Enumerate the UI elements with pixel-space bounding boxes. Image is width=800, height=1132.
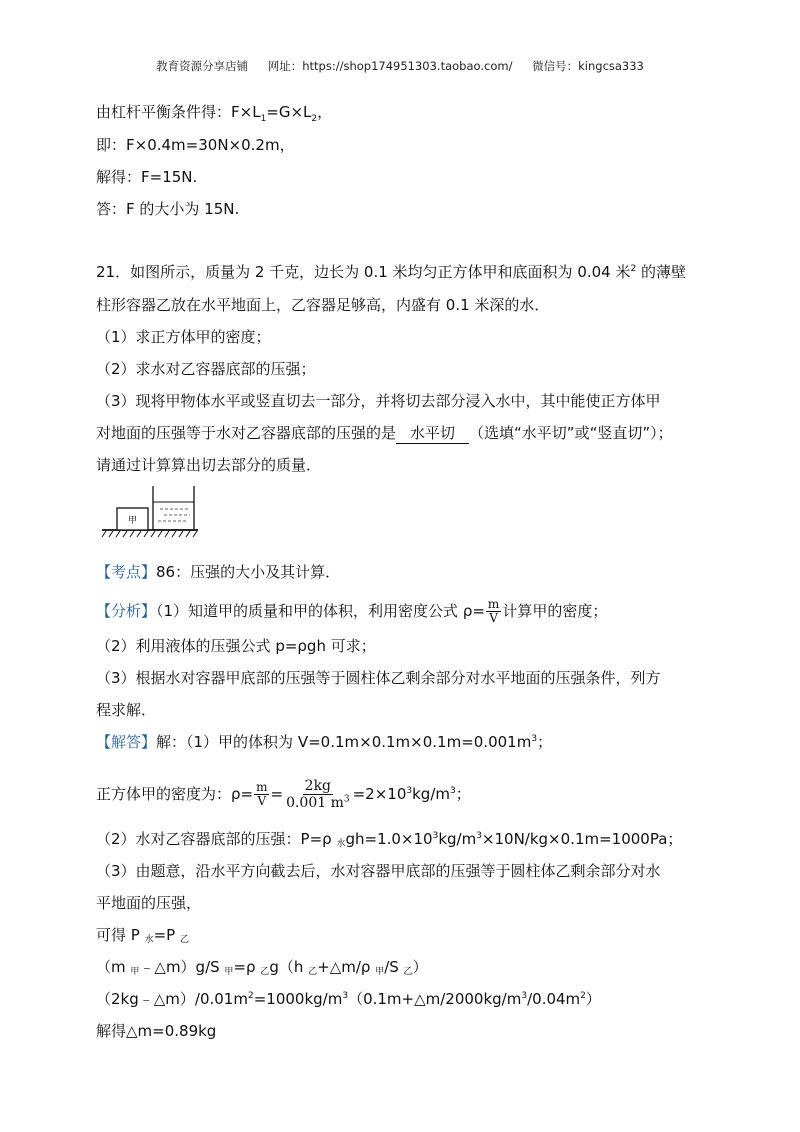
q21-line-6: 对地面的压强等于水对乙容器底部的压强的是 水平切 （选填“水平切”或“竖直切”）；: [96, 424, 673, 442]
fenxi-line-3: （3）根据水对容器甲底部的压强等于圆柱体乙剩余部分对水平地面的压强条件，列方: [96, 669, 661, 687]
jieda-line-6: 可得 P 水=P 乙: [96, 926, 190, 945]
fenxi-line-1: 【分析】（1）知道甲的质量和甲的体积，利用密度公式 ρ= $\frac{m}{V}$ 计算甲的密度；: [96, 597, 608, 625]
cube-and-container-figure: [100, 482, 200, 538]
q21-line-2: 柱形容器乙放在水平地面上，乙容器足够高，内盛有 0.1 米深的水．: [96, 296, 550, 314]
density-fraction-values: $\frac{2kg}{0.001 m^3}$: [286, 778, 350, 811]
kaodian-tag: 【考点】: [96, 563, 157, 581]
q21-line-5: （3）现将甲物体水平或竖直切去一部分，并将切去部分浸入水中，其中能使正方体甲: [96, 392, 661, 410]
header-url: 网址：https://shop174951303.taobao.com/: [267, 59, 513, 73]
fenxi-tag: 【分析】: [96, 602, 157, 620]
jieda-tag: 【解答】: [96, 733, 157, 751]
page-header: [0, 58, 800, 74]
q21-line-3: （1）求正方体甲的密度；: [96, 328, 271, 346]
prev-line-3: 解得：F=15N.: [96, 168, 198, 186]
q21-line-1: 21．如图所示，质量为 2 千克，边长为 0.1 米均匀正方体甲和底面积为 0.04 米$^2$ 的薄壁: [96, 263, 687, 281]
jieda-line-8: $(2kg﹣\triangle m)/0.01m^2=1000kg/m^3(0.1m+\triangle m/2000kg/m^3/0.04m^2)$: [96, 990, 601, 1008]
water-lines: [158, 509, 190, 521]
kaodian-line: 【考点】86：压强的大小及其计算．: [96, 563, 341, 581]
cube-label: 甲: [127, 516, 138, 526]
density-fraction: $\frac{m}{V}$: [487, 597, 500, 625]
prev-line-1: 由杠杆平衡条件得：$F\times L_1=G\times L_2$，: [96, 103, 333, 124]
jieda-line-3: （2）水对乙容器底部的压强：P=ρ 水$gh=1.0\times 10^3kg/m^3\times 10N/kg\times 0.1m=1000Pa$；: [96, 830, 683, 849]
answer-blank: 水平切: [396, 423, 469, 444]
prev-line-4: 答：F 的大小为 15N.: [96, 200, 240, 218]
jieda-line-9: 解得△m=0.89kg: [96, 1022, 217, 1040]
container-shape: [153, 486, 194, 530]
prev-line-2: 即：F×0.4m=30N×0.2m，: [96, 136, 295, 154]
header-wechat: 微信号：kingcsa333: [532, 59, 644, 73]
q21-line-4: （2）求水对乙容器底部的压强；: [96, 360, 316, 378]
density-fraction-mv: $\frac{m}{V}$: [256, 780, 268, 808]
fenxi-line-4: 程求解．: [96, 701, 157, 719]
jieda-line-1: 【解答】解：（1）甲的体积为 $V=0.1m\times 0.1m\times 0.1m=0.001m^3$；: [96, 733, 553, 751]
jieda-line-5: 平地面的压强，: [96, 894, 202, 912]
jieda-line-2: 正方体甲的密度为：ρ= $\frac{m}{V}$ = $\frac{2kg}{0.001 m^3}$ $=2\times 10^3kg/m^3$；: [96, 778, 471, 811]
header-shop: 教育资源分享店铺: [156, 59, 249, 73]
jieda-line-4: （3）由题意，沿水平方向截去后，水对容器甲底部的压强等于圆柱体乙剩余部分对水: [96, 862, 661, 880]
q21-line-7: 请通过计算算出切去部分的质量．: [96, 456, 322, 474]
fenxi-line-2: （2）利用液体的压强公式 p=ρgh 可求；: [96, 637, 376, 655]
jieda-line-7: （m 甲﹣△m）g/S 甲=ρ 乙g（h 乙+△m/ρ 甲/S 乙）: [96, 958, 428, 977]
